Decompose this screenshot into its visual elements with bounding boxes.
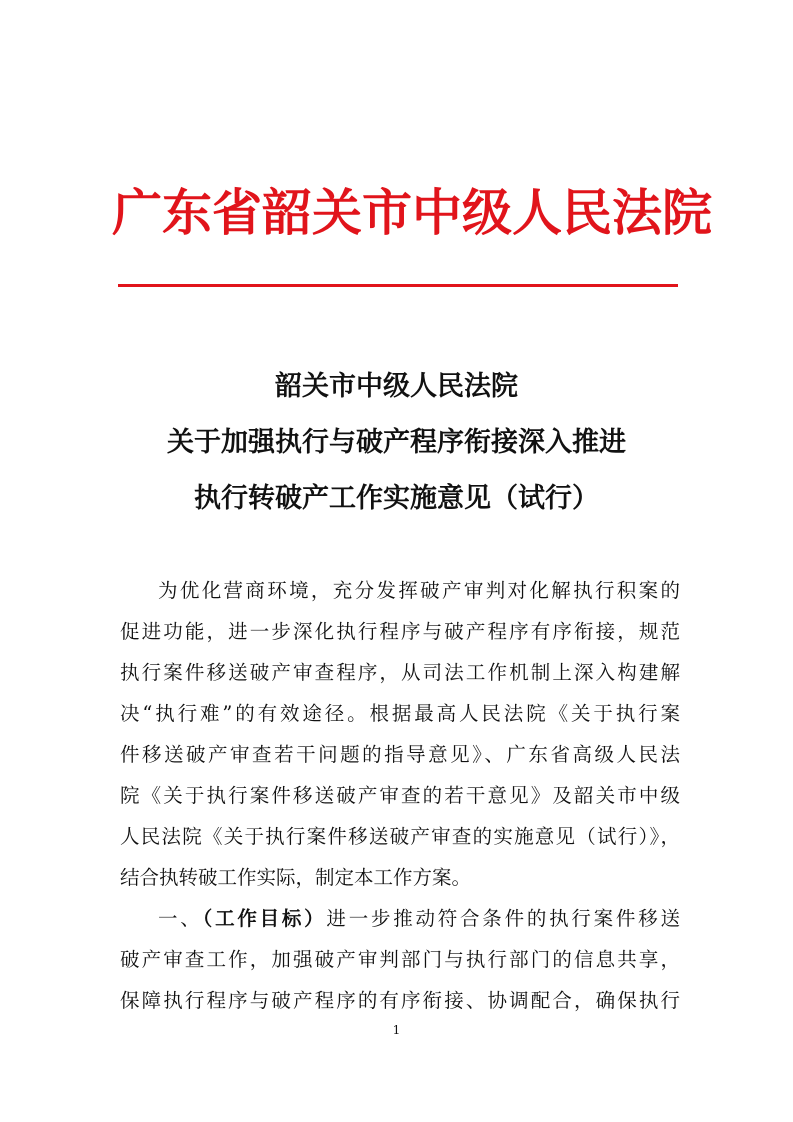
paragraph-1-line-1: 为优化营商环境，充分发挥破产审判对化解执行积案的 [158, 579, 680, 602]
paragraph-1-line-8: 结合执转破工作实际，制定本工作方案。 [120, 866, 472, 889]
red-header-rule [118, 284, 678, 287]
paragraph-1-line-3: 执行案件移送破产审查程序，从司法工作机制上深入构建解 [120, 661, 680, 684]
paragraph-1-line-7: 人民法院《关于执行案件移送破产审查的实施意见（试行）》， [120, 825, 680, 848]
document-title-line-3: 执行转破产工作实施意见（试行） [194, 483, 599, 514]
paragraph-1-line-2: 促进功能，进一步深化执行程序与破产程序有序衔接，规范 [120, 620, 680, 643]
paragraph-1-line-4: 决“执行难”的有效途径。根据最高人民法院《关于执行案 [120, 702, 680, 725]
paragraph-2-line-2: 破产审查工作，加强破产审判部门与执行部门的信息共享， [120, 948, 680, 971]
paragraph-2-line-3: 保障执行程序与破产程序的有序衔接、协调配合，确保执行 [120, 989, 680, 1012]
page-number: 1 [392, 1023, 401, 1037]
section-number: 一、 [158, 907, 203, 930]
court-name-header: 广东省韶关市中级人民法院 [112, 183, 712, 242]
section-label: （工作目标） [202, 907, 327, 930]
paragraph-2-line-1 [158, 905, 680, 933]
document-title-line-2: 关于加强执行与破产程序衔接深入推进 [167, 427, 626, 458]
document-title-line-1: 韶关市中级人民法院 [275, 371, 518, 402]
paragraph-1-line-6: 院《关于执行案件移送破产审查的若干意见》及韶关市中级 [120, 784, 680, 807]
paragraph-1-line-5: 件移送破产审查若干问题的指导意见》、广东省高级人民法 [120, 743, 680, 766]
paragraph-2-line-1-text: 进一步推动符合条件的执行案件移送 [326, 907, 680, 930]
